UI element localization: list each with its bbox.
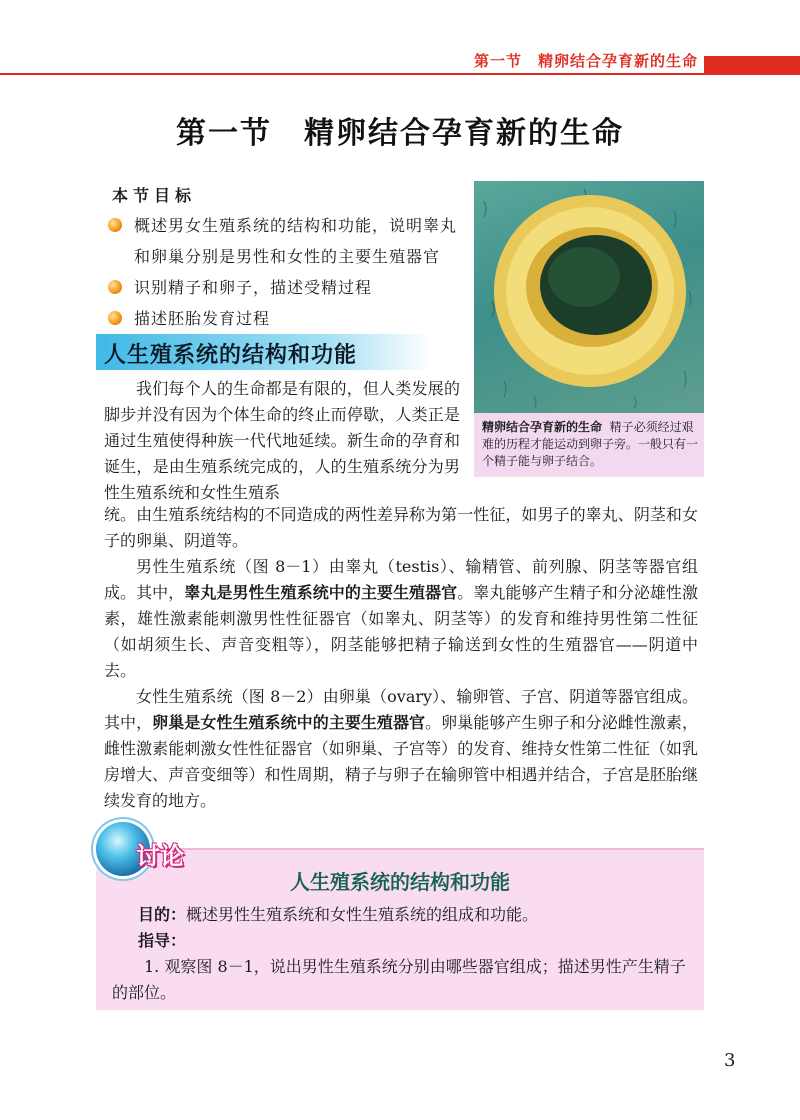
paragraph-3 (104, 684, 698, 814)
goal-item (100, 272, 460, 303)
page-number: 3 (724, 1050, 736, 1071)
paragraph-1-text: 我们每个人的生命都是有限的，但人类发展的脚步并没有因为个体生命的终止而停歇，人类正是通过生殖使得种族一代代地延续。新生命的孕育和诞生，是由生殖系统完成的，人的生殖系统分为男性生殖系统和女性生殖系 (104, 379, 460, 502)
purpose-text: 概述男性生殖系统和女性生殖系统的组成和功能。 (186, 905, 539, 924)
p2-bold: 睾丸是男性生殖系统中的主要生殖器官 (184, 583, 458, 602)
running-title: 第一节 精卵结合孕育新的生命 (473, 52, 698, 70)
paragraph-1-continued: 统。由生殖系统结构的不同造成的两性差异称为第一性征，如男子的睾丸、阴茎和女子的卵巢、阴道等。 (104, 505, 698, 550)
discussion-title: 人生殖系统的结构和功能 (290, 870, 510, 894)
paragraph-2-text (104, 554, 698, 684)
header-color-bar (704, 56, 800, 74)
paragraph-2 (104, 554, 698, 684)
p2-part-a: 男性生殖系统（图 8－1）由睾丸（testis）、输精管、前列腺、阴茎等器官组成。其中， (104, 557, 698, 602)
egg-and-sperm-illustration (474, 181, 704, 413)
purpose-label: 目的： (138, 905, 187, 924)
paragraph-3-text (104, 684, 698, 814)
guide-label: 指导： (138, 931, 187, 950)
section-heading: 人生殖系统的结构和功能 (104, 343, 358, 368)
purpose-line (138, 902, 698, 928)
bullet-icon (108, 280, 122, 294)
p3-part-b: 。卵巢能够产生卵子和分泌雌性激素，雌性激素能刺激女性性征器官（如卵巢、子宫等）的发育、维持女性第二性征（如乳房增大、声音变细等）和性周期，精子与卵子在输卵管中相遇并结合，子宫是胚胎继续发育的地方。 (104, 713, 698, 810)
fertilization-photo (474, 181, 704, 413)
p3-bold: 卵巢是女性生殖系统中的主要生殖器官 (152, 713, 426, 732)
p2-part-b: 。睾丸能够产生精子和分泌雄性激素，雄性激素能刺激男性性征器官（如睾丸、阴茎等）的发育和维持男性第二性征（如胡须生长、声音变粗等），阴茎能够把精子输送到女性的生殖器官——阴道中去。 (104, 583, 698, 680)
running-header (0, 48, 800, 76)
section-heading-banner (96, 334, 432, 370)
paragraph-1 (104, 376, 460, 506)
p3-part-a: 女性生殖系统（图 8－2）由卵巢（ovary）、输卵管、子宫、阴道等器官组成。其中， (104, 687, 698, 732)
goal-text: 识别精子和卵子，描述受精过程 (134, 278, 373, 297)
figure-caption (474, 413, 704, 477)
goal-text: 概述男女生殖系统的结构和功能，说明睾丸和卵巢分别是男性和女性的主要生殖器官 (134, 216, 458, 266)
bullet-icon (108, 218, 122, 232)
discussion-step-1: 1. 观察图 8－1，说出男性生殖系统分别由哪些器官组成；描述男性产生精子的部位。 (112, 957, 686, 1002)
header-rule (0, 73, 800, 75)
goal-item (100, 303, 460, 334)
goals-heading: 本节目标 (112, 186, 197, 205)
caption-title: 精卵结合孕育新的生命 (482, 420, 603, 434)
goal-text: 描述胚胎发育过程 (134, 309, 271, 328)
goal-item (100, 210, 460, 272)
discussion-label: 讨论 (136, 842, 184, 870)
bullet-icon (108, 311, 122, 325)
page-title: 第一节 精卵结合孕育新的生命 (176, 116, 624, 151)
caption-text: 精子必须经过艰难的历程才能运动到卵子旁。一般只有一个精子能与卵子结合。 (482, 420, 699, 468)
discussion-body (138, 902, 698, 954)
goals-list (100, 210, 460, 334)
